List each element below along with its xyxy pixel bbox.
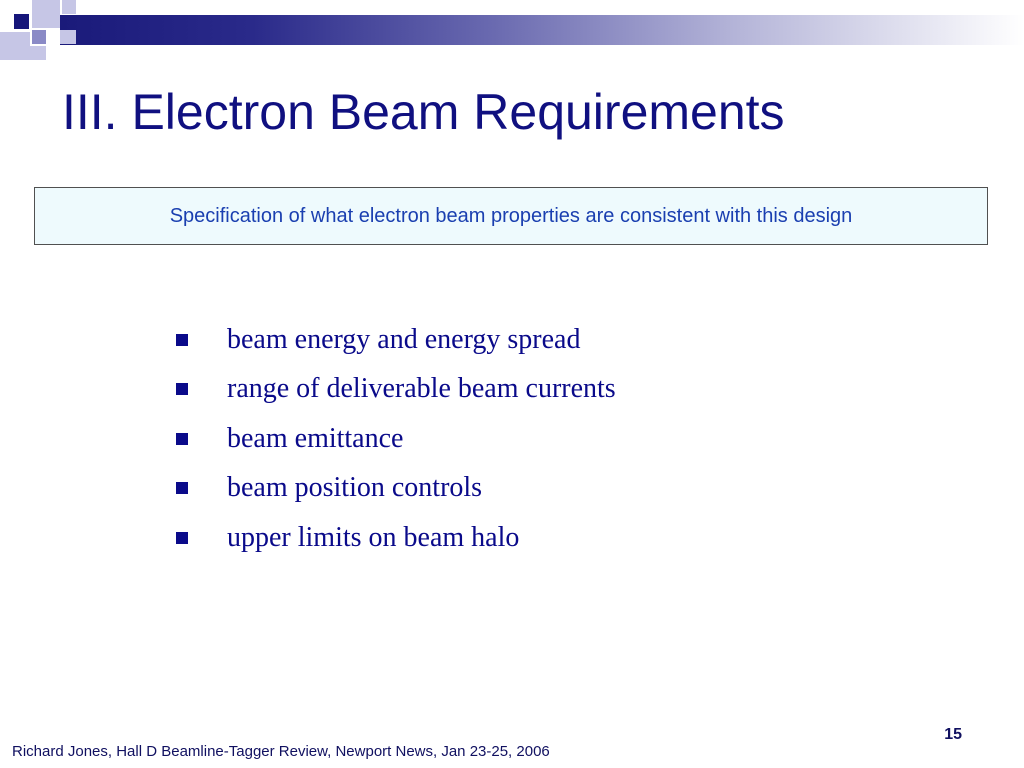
- bullet-text: range of deliverable beam currents: [227, 373, 616, 405]
- list-item: [176, 365, 616, 415]
- deco-square: [62, 0, 76, 14]
- specification-text: Specification of what electron beam properties are consistent with this design: [169, 204, 853, 227]
- square-bullet-icon: [176, 532, 188, 544]
- deco-square: [60, 30, 76, 44]
- header-gradient-band: [60, 15, 1024, 45]
- square-bullet-icon: [176, 433, 188, 445]
- square-bullet-icon: [176, 482, 188, 494]
- bullet-text: upper limits on beam halo: [227, 521, 520, 553]
- square-bullet-icon: [176, 334, 188, 346]
- deco-square: [0, 32, 30, 60]
- bullet-text: beam energy and energy spread: [227, 323, 581, 355]
- list-item: [176, 464, 616, 514]
- list-item: [176, 513, 616, 563]
- bullet-list: [176, 315, 616, 563]
- square-bullet-icon: [176, 383, 188, 395]
- deco-square: [32, 0, 60, 28]
- footer-text: Richard Jones, Hall D Beamline-Tagger Review, Newport News, Jan 23-25, 2006: [12, 743, 550, 760]
- bullet-text: beam position controls: [227, 472, 483, 504]
- bullet-text: beam emittance: [227, 422, 404, 454]
- deco-square: [30, 46, 46, 60]
- list-item: [176, 315, 616, 365]
- list-item: [176, 414, 616, 464]
- deco-square: [14, 14, 29, 29]
- deco-square: [32, 30, 46, 44]
- page-number: 15: [944, 726, 962, 743]
- slide-title: III. Electron Beam Requirements: [62, 84, 785, 140]
- specification-box: [34, 187, 988, 245]
